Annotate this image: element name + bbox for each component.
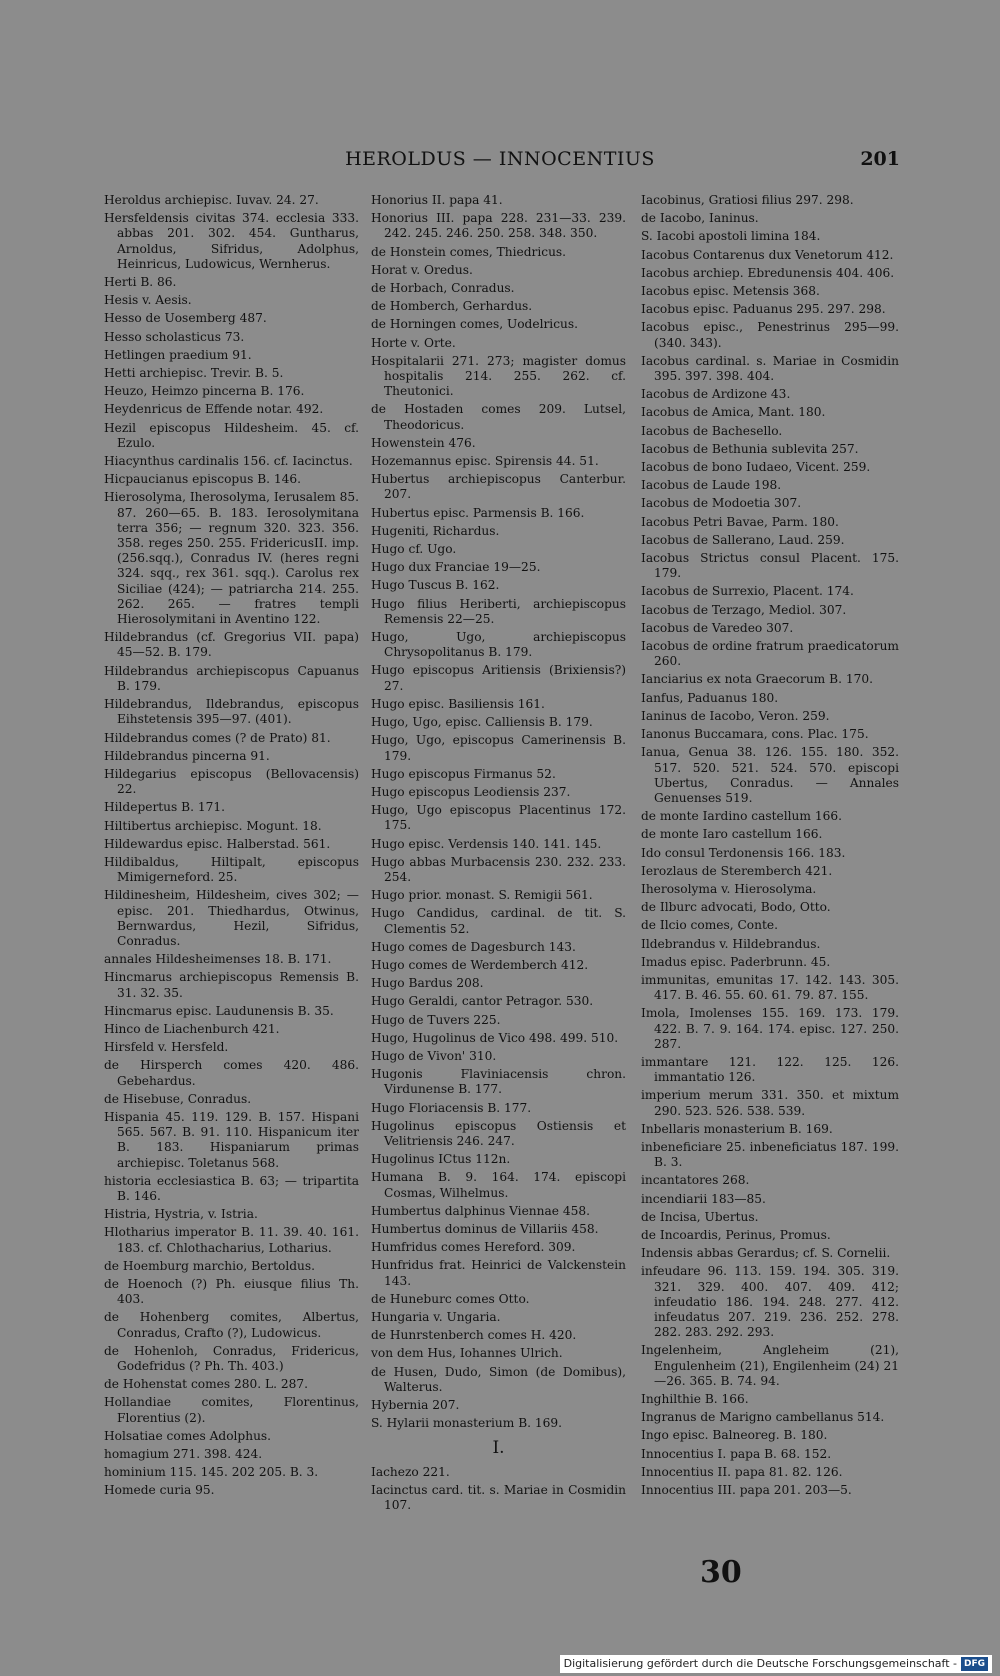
index-entry: de Hoenoch (?) Ph. eiusque filius Th. 403.: [104, 1277, 359, 1307]
index-entry: de monte Iaro castellum 166.: [641, 827, 823, 842]
index-entry: Hicpaucianus episcopus B. 146.: [104, 472, 302, 487]
index-entry: Hesso de Uosemberg 487.: [104, 311, 267, 326]
index-entry: Iacobus de Sallerano, Laud. 259.: [641, 532, 845, 547]
index-entry: Iacobus de Varedeo 307.: [641, 620, 794, 635]
index-entry: Innocentius I. papa B. 68. 152.: [641, 1446, 832, 1461]
index-entry: homagium 271. 398. 424.: [104, 1447, 263, 1462]
index-entry: Hugo, Ugo, episc. Calliensis B. 179.: [371, 715, 593, 730]
index-entry: Humana B. 9. 164. 174. episcopi Cosmas, Wilhelmus.: [371, 1170, 626, 1200]
index-entry: Hetlingen praedium 91.: [104, 347, 252, 362]
index-entry: Hunfridus frat. Heinrici de Valckenstein 143.: [371, 1258, 626, 1288]
index-entry: Hugo, Ugo episcopus Placentinus 172. 175.: [371, 803, 626, 833]
index-entry: Hugo cf. Ugo.: [371, 542, 457, 557]
index-entry: Ianua, Genua 38. 126. 155. 180. 352. 517. 520. 521. 524. 570. episcopi Ubertus, Conradus. — Annales Genuenses 519.: [641, 745, 899, 805]
index-entry: Hirsfeld v. Hersfeld.: [104, 1040, 229, 1055]
index-entry: de Hostaden comes 209. Lutsel, Theodoricus.: [371, 402, 626, 432]
index-entry: immantare 121. 122. 125. 126. immantatio 126.: [641, 1054, 899, 1085]
index-entry: Iacobus episc. Metensis 368.: [641, 284, 820, 299]
index-entry: Iacobus archiep. Ebredunensis 404. 406.: [641, 265, 895, 280]
index-column-2: [371, 193, 626, 1516]
index-entry: Ianonus Buccamara, cons. Plac. 175.: [641, 727, 869, 742]
index-entry: S. Hylarii monasterium B. 169.: [371, 1416, 563, 1431]
section-I-entries: [371, 1465, 626, 1514]
index-entry: de Huneburc comes Otto.: [371, 1291, 530, 1306]
index-entry: de Iacobo, Ianinus.: [641, 211, 759, 226]
index-entry: Hispania 45. 119. 129. B. 157. Hispani 565. 567. B. 91. 110. Hispanicum iter B. 183. Hispaniarum primas archiepisc. Toletanus 568.: [104, 1109, 359, 1170]
index-entry: de Horningen comes, Uodelricus.: [371, 317, 578, 332]
index-entry: de Homberch, Gerhardus.: [371, 299, 533, 314]
index-entry: Humbertus dalphinus Viennae 458.: [371, 1203, 590, 1218]
index-entry: Hetti archiepisc. Trevir. B. 5.: [104, 366, 284, 381]
running-header: [100, 148, 900, 176]
index-entry: imperium merum 331. 350. et mixtum 290. 523. 526. 538. 539.: [641, 1088, 899, 1118]
index-entry: Ianfus, Paduanus 180.: [641, 690, 779, 705]
index-entry: historia ecclesiastica B. 63; — tripartita B. 146.: [104, 1173, 359, 1203]
index-column-1: [104, 193, 359, 1502]
dfg-logo: DFG: [961, 1657, 988, 1671]
index-entry: Honorius II. papa 41.: [371, 193, 503, 207]
index-entry: infeudare 96. 113. 159. 194. 305. 319. 321. 329. 400. 407. 409. 412; infeudatio 186. 194. 248. 277. 412. infeudatus 207. 219. 236. 252. 278. 282. 283. 292. 293.: [641, 1264, 899, 1340]
index-entry: Hiacynthus cardinalis 156. cf. Iacinctus.: [104, 454, 353, 469]
index-entry: de Hoemburg marchio, Bertoldus.: [104, 1258, 315, 1273]
index-entry: Hugo episc. Basiliensis 161.: [371, 696, 545, 711]
index-entry: Hugo filius Heriberti, archiepiscopus Remensis 22—25.: [371, 596, 626, 626]
index-column-3: [641, 193, 899, 1501]
index-entry: Indensis abbas Gerardus; cf. S. Cornelii.: [641, 1246, 891, 1261]
index-entry: Iacobus cardinal. s. Mariae in Cosmidin 395. 397. 398. 404.: [641, 353, 899, 384]
index-entry: Hlotharius imperator B. 11. 39. 40. 161. 183. cf. Chlothacharius, Lotharius.: [104, 1225, 359, 1255]
index-entry: Hungaria v. Ungaria.: [371, 1310, 501, 1324]
index-entry: Hugeniti, Richardus.: [371, 523, 500, 538]
index-entry: Hildewardus episc. Halberstad. 561.: [104, 836, 331, 851]
index-entry: Hugo, Ugo, archiepiscopus Chrysopolitanus B. 179.: [371, 630, 626, 660]
index-entry: de Horbach, Conradus.: [371, 281, 515, 296]
index-entry: de Ilcio comes, Conte.: [641, 918, 778, 933]
index-entry: Hugo episc. Verdensis 140. 141. 145.: [371, 836, 602, 851]
index-entry: Hospitalarii 271. 273; magister domus hospitalis 214. 255. 262. cf. Theutonici.: [371, 353, 626, 399]
index-entry: Hildebrandus archiepiscopus Capuanus B. 179.: [104, 663, 359, 693]
index-entry: immunitas, emunitas 17. 142. 143. 305. 417. B. 46. 55. 60. 61. 79. 87. 155.: [641, 972, 899, 1003]
index-entry: Hugo, Ugo, episcopus Camerinensis B. 179.: [371, 733, 626, 763]
index-entry: Hugonis Flaviniacensis chron. Virdunense B. 177.: [371, 1067, 626, 1097]
index-entry: Hezil episcopus Hildesheim. 45. cf. Ezulo.: [104, 420, 359, 450]
index-entry: Hierosolyma, Iherosolyma, Ierusalem 85. 87. 260—65. B. 183. Ierosolymitana terra 356; — regnum 320. 323. 356. 358. reges 250. 255. FridericusII. imp.(256.sqq.), Conradus IV. (heres regni 324. sqq., rex 361. sqq.). Carolus rex Siciliae (424); — patriarcha 214. 255. 262. 265. — fratres templi Hierosolymitani in Aventino 122.: [104, 490, 359, 627]
index-entry: Hugo episcopus Firmanus 52.: [371, 766, 556, 781]
index-entry: von dem Hus, Iohannes Ulrich.: [371, 1346, 563, 1361]
index-entry: Iacinctus card. tit. s. Mariae in Cosmidin 107.: [371, 1482, 626, 1513]
sheet-signature: 30: [700, 1555, 742, 1590]
index-entry: Hersfeldensis civitas 374. ecclesia 333. abbas 201. 302. 454. Guntharus, Arnoldus, Sifridus, Adolphus, Heinricus, Ludowicus, Wernherus.: [104, 211, 359, 271]
index-entry: Ingo episc. Balneoreg. B. 180.: [641, 1428, 828, 1443]
index-entry: Heuzo, Heimzo pincerna B. 176.: [104, 384, 305, 399]
index-entry: Iacobus episc. Paduanus 295. 297. 298.: [641, 302, 886, 317]
index-entry: Holsatiae comes Adolphus.: [104, 1428, 272, 1443]
index-entry: annales Hildesheimenses 18. B. 171.: [104, 952, 332, 967]
index-entry: Hesso scholasticus 73.: [104, 329, 245, 344]
index-entry: Hildepertus B. 171.: [104, 800, 225, 815]
index-entry: Hugo episcopus Aritiensis (Brixiensis?) 27.: [371, 663, 626, 693]
index-entry: Hincmarus episc. Laudunensis B. 35.: [104, 1003, 334, 1018]
index-entry: Hildegarius episcopus (Bellovacensis) 22.: [104, 766, 359, 797]
index-entry: de Ilburc advocati, Bodo, Otto.: [641, 900, 831, 915]
footer-text: Digitalisierung gefördert durch die Deutsche Forschungsgemeinschaft -: [563, 1657, 957, 1670]
index-entry: Iacobus de Bachesello.: [641, 423, 783, 438]
index-entry: Iacobus de Ardizone 43.: [641, 387, 791, 402]
index-entry: Hinco de Liachenburch 421.: [104, 1021, 280, 1036]
index-entry: de Hohenstat comes 280. L. 287.: [104, 1377, 309, 1392]
index-entry: hominium 115. 145. 202 205. B. 3.: [104, 1465, 319, 1480]
index-entry: Innocentius II. papa 81. 82. 126.: [641, 1464, 843, 1479]
index-entry: Hildebrandus (cf. Gregorius VII. papa) 45—52. B. 179.: [104, 630, 359, 660]
index-entry: S. Iacobi apostoli limina 184.: [641, 229, 821, 244]
index-entry: de Honstein comes, Thiedricus.: [371, 244, 567, 259]
index-entry: Iacobus de Modoetia 307.: [641, 496, 802, 511]
index-entry: de Hohenloh, Conradus, Fridericus, Godefridus (? Ph. Th. 403.): [104, 1343, 359, 1374]
index-entry: Hozemannus episc. Spirensis 44. 51.: [371, 454, 599, 469]
index-entry: Hugo episcopus Leodiensis 237.: [371, 784, 571, 799]
index-entry: Hugo dux Franciae 19—25.: [371, 560, 541, 575]
index-entry: Humfridus comes Hereford. 309.: [371, 1240, 576, 1255]
index-entry: Hugo Bardus 208.: [371, 976, 484, 991]
index-entry: Hildebrandus pincerna 91.: [104, 748, 270, 763]
index-entry: Hugo de Vivon' 310.: [371, 1048, 497, 1063]
index-entry: Hubertus episc. Parmensis B. 166.: [371, 505, 585, 520]
index-entry: Imadus episc. Paderbrunn. 45.: [641, 954, 831, 969]
index-entry: de Hisebuse, Conradus.: [104, 1091, 252, 1106]
index-entry: Ierozlaus de Steremberch 421.: [641, 863, 833, 878]
index-entry: Iachezo 221.: [371, 1464, 450, 1479]
page-number: 201: [860, 148, 900, 170]
running-title: HEROLDUS — INNOCENTIUS: [345, 148, 655, 170]
index-entry: de Incisa, Ubertus.: [641, 1209, 759, 1224]
index-entry: Ianciarius ex nota Graecorum B. 170.: [641, 672, 873, 687]
index-entry: de Hirsperch comes 420. 486. Gebehardus.: [104, 1058, 359, 1088]
index-entry: Herti B. 86.: [104, 275, 177, 290]
index-entry: de Hohenberg comites, Albertus, Conradus, Crafto (?), Ludowicus.: [104, 1310, 359, 1340]
index-entry: Hesis v. Aesis.: [104, 293, 192, 308]
index-entry: Hugo Candidus, cardinal. de tit. S. Clementis 52.: [371, 906, 626, 936]
index-entry: Iacobinus, Gratiosi filius 297. 298.: [641, 193, 854, 207]
index-entry: Hugo comes de Werdemberch 412.: [371, 957, 589, 972]
index-entry: inbeneficiare 25. inbeneficiatus 187. 199. B. 3.: [641, 1139, 899, 1170]
index-entry: Humbertus dominus de Villariis 458.: [371, 1221, 599, 1236]
index-entry: Ingranus de Marigno cambellanus 514.: [641, 1410, 885, 1425]
index-entry: de Husen, Dudo, Simon (de Domibus), Walterus.: [371, 1364, 626, 1394]
index-entry: Hugo abbas Murbacensis 230. 232. 233. 254.: [371, 854, 626, 884]
index-entry: Hugo Tuscus B. 162.: [371, 578, 500, 593]
index-entry: Iacobus episc., Penestrinus 295—99. (340. 343).: [641, 320, 899, 350]
index-entry: Hugolinus ICtus 112n.: [371, 1152, 511, 1167]
index-entry: Inbellaris monasterium B. 169.: [641, 1121, 833, 1136]
index-entry: Iacobus Petri Bavae, Parm. 180.: [641, 514, 839, 529]
index-entry: Iacobus de Surrexio, Placent. 174.: [641, 584, 854, 599]
index-entry: Histria, Hystria, v. Istria.: [104, 1207, 258, 1222]
index-entry: Ianinus de Iacobo, Veron. 259.: [641, 708, 830, 723]
index-entry: Hubertus archiepiscopus Canterbur. 207.: [371, 472, 626, 502]
index-entry: Inghilthie B. 166.: [641, 1392, 749, 1407]
index-entry: de Hunrstenberch comes H. 420.: [371, 1328, 577, 1343]
index-entry: Innocentius III. papa 201. 203—5.: [641, 1483, 852, 1498]
index-entry: Hugo prior. monast. S. Remigii 561.: [371, 888, 593, 903]
index-entry: Hugo Geraldi, cantor Petragor. 530.: [371, 994, 594, 1009]
index-entry: Iacobus de Amica, Mant. 180.: [641, 405, 826, 420]
index-entry: Heydenricus de Effende notar. 492.: [104, 402, 324, 417]
index-entry: de monte Iardino castellum 166.: [641, 809, 842, 824]
index-entry: Ingelenheim, Angleheim (21), Engulenheim (21), Engilenheim (24) 21—26. 365. B. 74. 94.: [641, 1343, 899, 1388]
index-entry: de Incoardis, Perinus, Promus.: [641, 1227, 831, 1242]
index-entry: Iacobus Strictus consul Placent. 175. 179.: [641, 551, 899, 581]
index-entry: Iherosolyma v. Hierosolyma.: [641, 881, 817, 896]
index-entry: Hugo Floriacensis B. 177.: [371, 1100, 532, 1115]
index-entry: Hugo de Tuvers 225.: [371, 1012, 501, 1027]
index-entry: Horte v. Orte.: [371, 335, 456, 350]
index-entry: Howenstein 476.: [371, 435, 476, 450]
index-entry: Ildebrandus v. Hildebrandus.: [641, 936, 821, 951]
index-entry: incantatores 268.: [641, 1173, 750, 1188]
index-entry: Homede curia 95.: [104, 1483, 215, 1498]
index-entry: Hildinesheim, Hildesheim, cives 302; — episc. 201. Thiedhardus, Otwinus, Bernwardus, Hezil, Sifridus, Conradus.: [104, 888, 359, 948]
index-entry: Iacobus de bono Iudaeo, Vicent. 259.: [641, 460, 871, 475]
index-entry: Iacobus de ordine fratrum praedicatorum 260.: [641, 639, 899, 669]
index-entry: Imola, Imolenses 155. 169. 173. 179. 422. B. 7. 9. 164. 174. episc. 127. 250. 287.: [641, 1006, 899, 1051]
column-2-entries: [371, 193, 626, 1431]
index-entry: Iacobus de Laude 198.: [641, 478, 782, 493]
index-entry: Ido consul Terdonensis 166. 183.: [641, 845, 846, 860]
index-entry: Hugo, Hugolinus de Vico 498. 499. 510.: [371, 1030, 619, 1045]
index-entry: Hildibaldus, Hiltipalt, episcopus Mimigerneford. 25.: [104, 854, 359, 885]
index-entry: Hildebrandus, Ildebrandus, episcopus Eihstetensis 395—97. (401).: [104, 697, 359, 727]
index-entry: Horat v. Oredus.: [371, 262, 473, 277]
index-entry: Hiltibertus archiepisc. Mogunt. 18.: [104, 818, 322, 833]
index-entry: Hollandiae comites, Florentinus, Florentius (2).: [104, 1395, 359, 1425]
index-entry: Hildebrandus comes (? de Prato) 81.: [104, 730, 331, 745]
index-entry: Honorius III. papa 228. 231—33. 239. 242. 245. 246. 250. 258. 348. 350.: [371, 211, 626, 241]
index-entry: incendiarii 183—85.: [641, 1191, 766, 1206]
index-entry: Iacobus de Bethunia sublevita 257.: [641, 441, 859, 456]
index-entry: Iacobus Contarenus dux Venetorum 412.: [641, 247, 894, 262]
index-entry: Hybernia 207.: [371, 1398, 460, 1413]
index-entry: Heroldus archiepisc. Iuvav. 24. 27.: [104, 193, 319, 207]
index-entry: Hugolinus episcopus Ostiensis et Velitriensis 246. 247.: [371, 1118, 626, 1148]
index-entry: Hincmarus archiepiscopus Remensis B. 31. 32. 35.: [104, 970, 359, 1000]
digitization-footer: [560, 1655, 992, 1673]
section-heading-I: I.: [492, 1438, 505, 1459]
index-entry: Hugo comes de Dagesburch 143.: [371, 939, 576, 954]
index-entry: Iacobus de Terzago, Mediol. 307.: [641, 602, 847, 617]
